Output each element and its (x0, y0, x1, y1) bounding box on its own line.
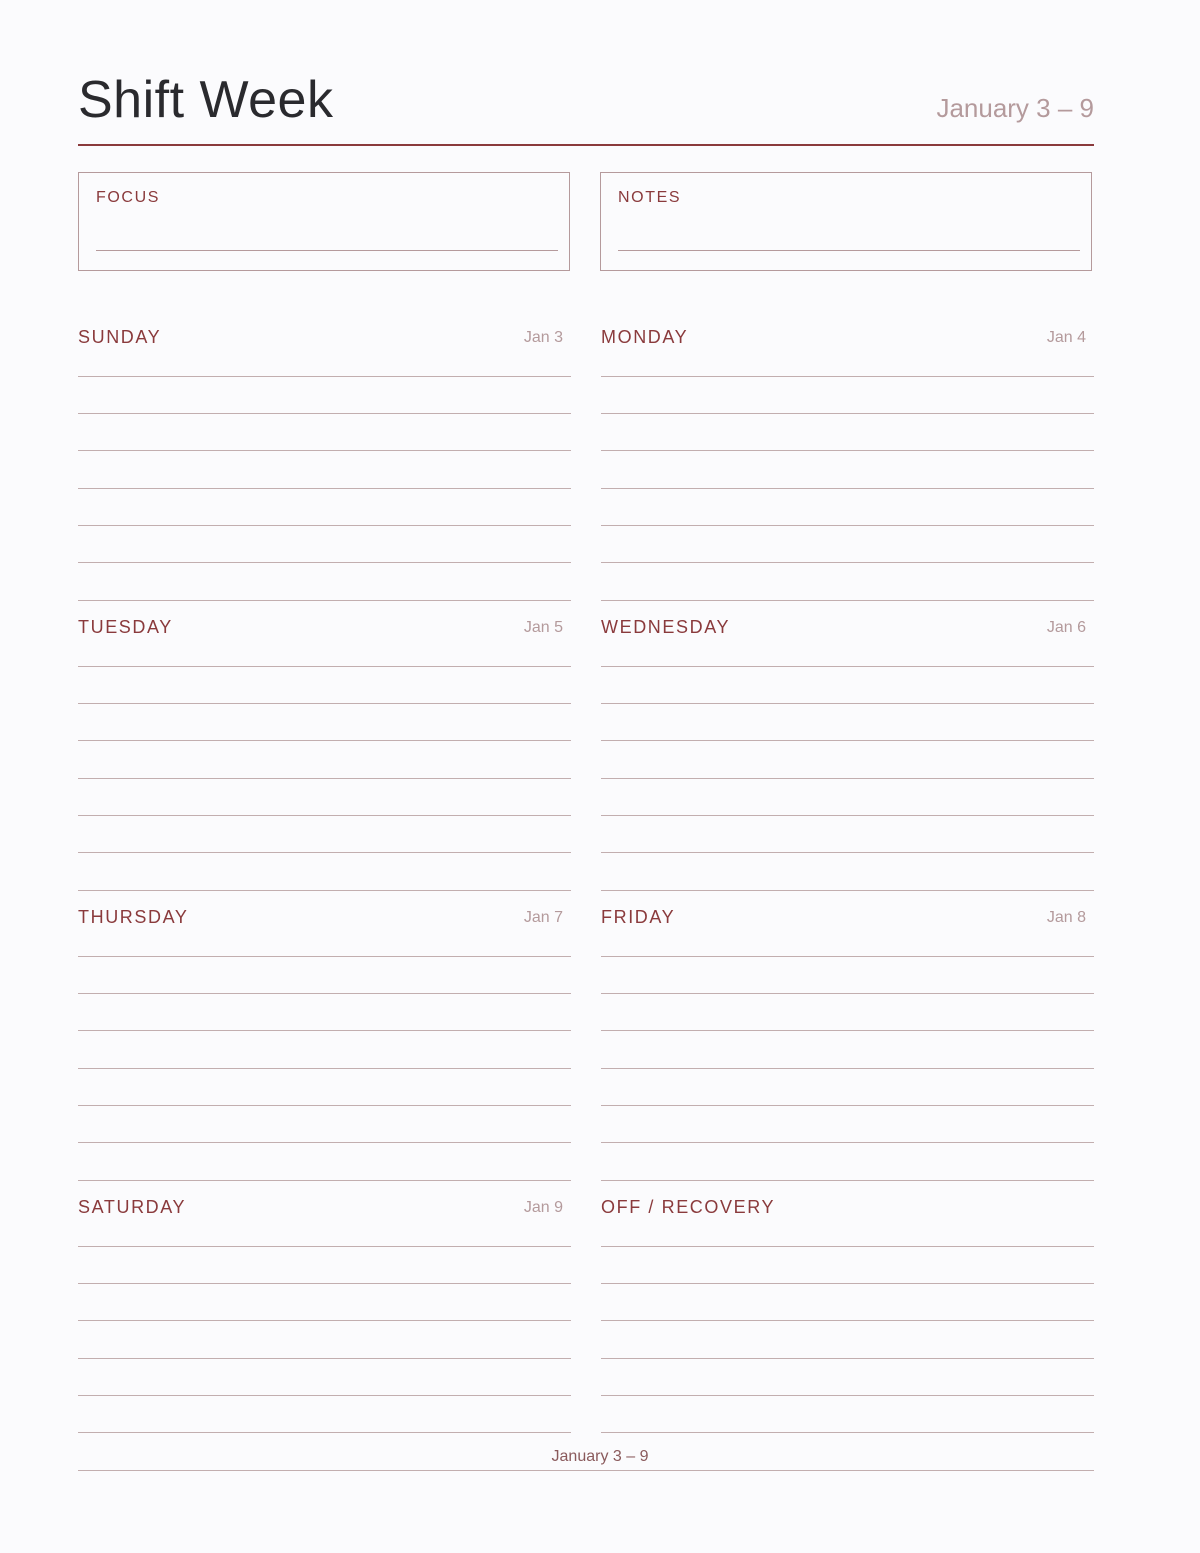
writing-line (78, 1030, 571, 1031)
writing-line (78, 450, 571, 451)
writing-line (78, 1432, 571, 1433)
writing-line (601, 450, 1094, 451)
writing-line (78, 1105, 571, 1106)
header-rule (78, 144, 1094, 146)
writing-line (78, 376, 571, 377)
footer-rule (78, 1470, 1094, 1471)
day-name: WEDNESDAY (601, 617, 731, 637)
writing-line (601, 993, 1094, 994)
writing-line (78, 413, 571, 414)
writing-line (78, 703, 571, 704)
writing-line (601, 525, 1094, 526)
notes-label: NOTES (618, 189, 682, 206)
writing-line (601, 1180, 1094, 1181)
focus-writing-line (96, 250, 558, 251)
day-date: Jan 5 (523, 619, 563, 636)
day-name: OFF / RECOVERY (601, 1197, 776, 1217)
writing-line (601, 1105, 1094, 1106)
footer-date-range: January 3 – 9 (551, 1448, 649, 1465)
writing-line (601, 890, 1094, 891)
writing-line (601, 1030, 1094, 1031)
focus-label: FOCUS (96, 189, 160, 206)
writing-line (78, 1246, 571, 1247)
notes-writing-line (618, 250, 1080, 251)
writing-line (78, 1320, 571, 1321)
day-date: Jan 9 (523, 1199, 563, 1216)
day-block-friday[interactable] (601, 892, 1094, 1162)
day-name: FRIDAY (601, 907, 676, 927)
day-date: Jan 7 (523, 909, 563, 926)
writing-line (601, 1068, 1094, 1069)
writing-line (601, 666, 1094, 667)
writing-line (78, 1358, 571, 1359)
day-block-sunday[interactable] (78, 312, 571, 582)
day-date: Jan 4 (1046, 329, 1086, 346)
day-block-off-recovery[interactable] (601, 1182, 1094, 1452)
day-block-saturday[interactable] (78, 1182, 571, 1452)
writing-line (78, 1068, 571, 1069)
day-name: SATURDAY (78, 1197, 187, 1217)
writing-line (601, 376, 1094, 377)
writing-line (601, 703, 1094, 704)
day-name: MONDAY (601, 327, 689, 347)
writing-line (601, 852, 1094, 853)
writing-line (78, 815, 571, 816)
writing-line (601, 778, 1094, 779)
writing-line (78, 1142, 571, 1143)
writing-line (601, 1320, 1094, 1321)
writing-line (78, 740, 571, 741)
writing-line (78, 488, 571, 489)
day-name: SUNDAY (78, 327, 162, 347)
writing-line (601, 413, 1094, 414)
writing-line (601, 1358, 1094, 1359)
writing-line (601, 1432, 1094, 1433)
day-block-tuesday[interactable] (78, 602, 571, 872)
writing-line (78, 562, 571, 563)
page-title: Shift Week (78, 71, 334, 129)
writing-line (601, 956, 1094, 957)
day-block-wednesday[interactable] (601, 602, 1094, 872)
writing-line (601, 1283, 1094, 1284)
writing-line (601, 740, 1094, 741)
writing-line (78, 890, 571, 891)
writing-line (78, 778, 571, 779)
writing-line (601, 488, 1094, 489)
writing-line (78, 993, 571, 994)
day-date: Jan 3 (523, 329, 563, 346)
day-name: THURSDAY (78, 907, 189, 927)
day-block-thursday[interactable] (78, 892, 571, 1162)
day-name: TUESDAY (78, 617, 173, 637)
writing-line (78, 956, 571, 957)
writing-line (78, 1283, 571, 1284)
writing-line (78, 1395, 571, 1396)
notes-box[interactable] (600, 172, 1092, 271)
writing-line (601, 1395, 1094, 1396)
day-block-monday[interactable] (601, 312, 1094, 582)
writing-line (78, 852, 571, 853)
writing-line (78, 525, 571, 526)
writing-line (601, 815, 1094, 816)
date-range: January 3 – 9 (936, 93, 1094, 123)
day-date: Jan 6 (1046, 619, 1086, 636)
writing-line (601, 1246, 1094, 1247)
writing-line (601, 562, 1094, 563)
writing-line (601, 1142, 1094, 1143)
writing-line (601, 600, 1094, 601)
writing-line (78, 1180, 571, 1181)
writing-line (78, 600, 571, 601)
focus-box[interactable] (78, 172, 570, 271)
writing-line (78, 666, 571, 667)
day-date: Jan 8 (1046, 909, 1086, 926)
